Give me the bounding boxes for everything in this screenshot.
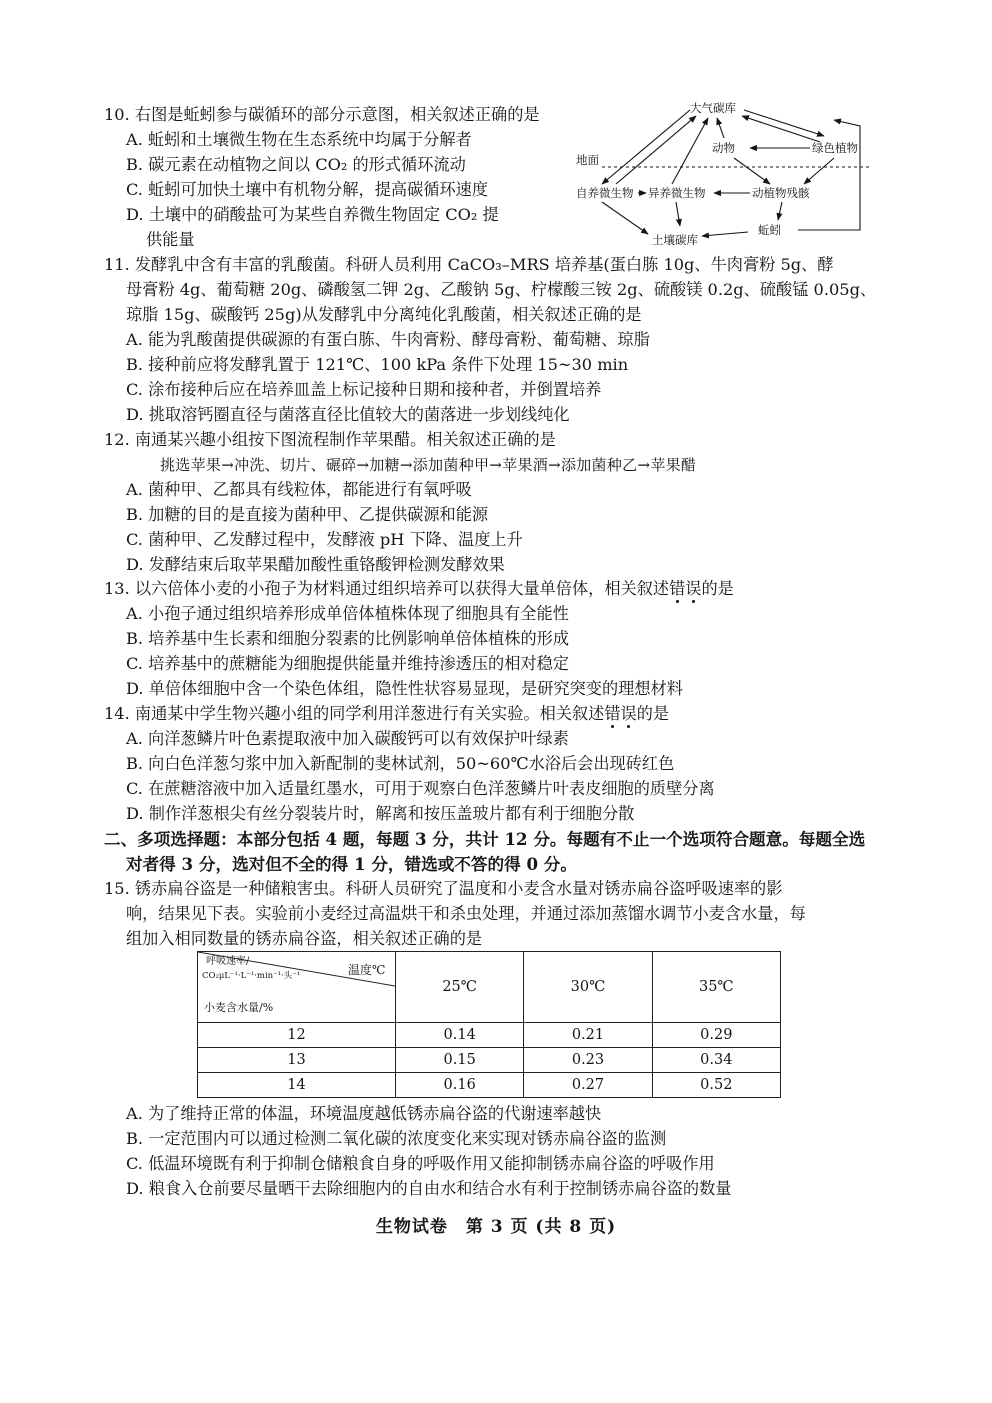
q15-option-a: A. 为了维持正常的体温，环境温度越低锈赤扁谷盗的代谢速率越快: [126, 1104, 602, 1123]
q14-option-b: B. 向白色洋葱匀浆中加入新配制的斐林试剂，50~60℃水浴后会出现砖红色: [126, 754, 675, 773]
q15-option-c: C. 低温环境既有利于抑制仓储粮食自身的呼吸作用又能抑制锈赤扁谷盗的呼吸作用: [126, 1154, 715, 1173]
table-cell: 0.15: [396, 1048, 524, 1073]
diagram-earthworm-label: 蚯蚓: [758, 223, 781, 237]
table-cell-water: 14: [198, 1073, 396, 1098]
q10-option-c: C. 蚯蚓可加快土壤中有机物分解，提高碳循环速度: [126, 180, 489, 199]
q14-option-d: D. 制作洋葱根尖有丝分裂装片时，解离和按压盖玻片都有利于细胞分散: [126, 804, 635, 823]
corner-water-label: 小麦含水量/%: [204, 1001, 274, 1014]
q11-option-a: A. 能为乳酸菌提供碳源的有蛋白胨、牛肉膏粉、酵母膏粉、葡萄糖、琼脂: [126, 330, 650, 349]
table-cell: 0.16: [396, 1073, 524, 1098]
table-cell: 0.34: [652, 1048, 780, 1073]
q12-option-b: B. 加糖的目的是直接为菌种甲、乙提供碳源和能源: [126, 505, 489, 524]
q15-stem-line-1: 15. 锈赤扁谷盗是一种储粮害虫。科研人员研究了温度和小麦含水量对锈赤扁谷盗呼吸速率的影: [104, 879, 783, 898]
q10-option-a: A. 蚯蚓和土壤微生物在生态系统中均属于分解者: [126, 130, 472, 149]
q11-option-b: B. 接种前应将发酵乳置于 121℃、100 kPa 条件下处理 15~30 min: [126, 355, 629, 374]
q14-option-c: C. 在蔗糖溶液中加入适量红墨水，可用于观察白色洋葱鳞片叶表皮细胞的质壁分离: [126, 779, 715, 798]
emphasis-char: 误: [620, 704, 637, 723]
carbon-cycle-diagram: [572, 96, 872, 254]
q13-stem-emphasis: [669, 579, 701, 598]
table-col-header: 30℃: [524, 952, 652, 1023]
table-cell: 0.14: [396, 1023, 524, 1048]
table-row: [198, 1048, 781, 1073]
q12-option-d: D. 发酵结束后取苹果醋加酸性重铬酸钾检测发酵效果: [126, 555, 505, 574]
q14-stem: [104, 703, 669, 725]
q12-option-a: A. 菌种甲、乙都具有线粒体，都能进行有氧呼吸: [126, 480, 472, 499]
diagram-animal-label: 动物: [712, 141, 735, 155]
q10-stem: 10. 右图是蚯蚓参与碳循环的部分示意图，相关叙述正确的是: [104, 105, 540, 124]
section2-heading-line-2: 对者得 3 分，选对但不全的得 1 分，错选或不答的得 0 分。: [126, 854, 577, 874]
q15-stem-line-3: 组加入相同数量的锈赤扁谷盗，相关叙述正确的是: [126, 929, 483, 948]
diagram-autotroph-label: 自养微生物: [576, 186, 634, 200]
table-corner-cell: [198, 952, 396, 1023]
q15-option-d: D. 粮食入仓前要尽量晒干去除细胞内的自由水和结合水有利于控制锈赤扁谷盗的数量: [126, 1179, 732, 1198]
diagram-atmosphere-label: 大气碳库: [690, 101, 736, 115]
corner-rate-label: 呼吸速率/: [206, 956, 250, 967]
table-cell: 0.52: [652, 1073, 780, 1098]
q11-stem-line-1: 11. 发酵乳中含有丰富的乳酸菌。科研人员利用 CaCO₃–MRS 培养基(蛋白胨 10g、牛肉膏粉 5g、酵: [104, 255, 834, 274]
q10-option-d-continued: 供能量: [146, 230, 195, 249]
q14-stem-post: 的是: [636, 704, 670, 723]
section2-heading-line-1: 二、多项选择题：本部分包括 4 题，每题 3 分，共计 12 分。每题有不止一个选项符合题意。每题全选: [104, 829, 866, 849]
q11-option-d: D. 挑取溶钙圈直径与菌落直径比值较大的菌落进一步划线纯化: [126, 405, 570, 424]
q11-stem-line-2: 母膏粉 4g、葡萄糖 20g、磷酸氢二钾 2g、乙酸钠 5g、柠檬酸三铵 2g、硫酸镁 0.2g、硫酸锰 0.05g、: [126, 280, 877, 299]
q15-option-b: B. 一定范围内可以通过检测二氧化碳的浓度变化来实现对锈赤扁谷盗的监测: [126, 1129, 667, 1148]
q13-stem-pre: 13. 以六倍体小麦的小孢子为材料通过组织培养可以获得大量单倍体，相关叙述: [104, 579, 670, 598]
table-cell: 0.29: [652, 1023, 780, 1048]
diagram-heterotroph-label: 异养微生物: [648, 186, 706, 200]
table-cell: 0.27: [524, 1073, 652, 1098]
table-header-row: [198, 952, 781, 1023]
corner-unit-label: CO₂μL⁻¹·L⁻¹·min⁻¹·头⁻¹: [202, 971, 301, 981]
emphasis-char: 错: [669, 579, 686, 598]
diagram-plant-label: 绿色植物: [812, 141, 858, 155]
emphasis-char: 误: [685, 579, 702, 598]
q13-stem-post: 的是: [701, 579, 734, 598]
q13-option-a: A. 小孢子通过组织培养形成单倍体植株体现了细胞具有全能性: [126, 604, 569, 623]
q12-process-flow: 挑选苹果→冲洗、切片、碾碎→加糖→添加菌种甲→苹果酒→添加菌种乙→苹果醋: [160, 456, 697, 474]
table-row: [198, 1023, 781, 1048]
q12-stem: 12. 南通某兴趣小组按下图流程制作苹果醋。相关叙述正确的是: [104, 430, 556, 449]
q13-option-c: C. 培养基中的蔗糖能为细胞提供能量并维持渗透压的相对稳定: [126, 654, 569, 673]
page-footer: 生物试卷 第 3 页 (共 8 页): [375, 1217, 617, 1237]
q13-option-b: B. 培养基中生长素和细胞分裂素的比例影响单倍体植株的形成: [126, 629, 570, 648]
q12-option-c: C. 菌种甲、乙发酵过程中，发酵液 pH 下降、温度上升: [126, 530, 523, 549]
respiration-rate-table: [197, 951, 781, 1098]
table-col-header: 35℃: [652, 952, 780, 1023]
table-cell-water: 13: [198, 1048, 396, 1073]
table-row: [198, 1073, 781, 1098]
table-cell: 0.23: [524, 1048, 652, 1073]
table-cell: 0.21: [524, 1023, 652, 1048]
table-col-header: 25℃: [396, 952, 524, 1023]
emphasis-char: 错: [604, 704, 621, 723]
diagram-residue-label: 动植物残骸: [752, 186, 810, 200]
q11-option-c: C. 涂布接种后应在培养皿盖上标记接种日期和接种者，并倒置培养: [126, 380, 602, 399]
table-cell-water: 12: [198, 1023, 396, 1048]
q14-stem-emphasis: [604, 704, 636, 723]
q14-stem-pre: 14. 南通某中学生物兴趣小组的同学利用洋葱进行有关实验。相关叙述: [104, 704, 605, 723]
q11-stem-line-3: 琼脂 15g、碳酸钙 25g)从发酵乳中分离纯化乳酸菌，相关叙述正确的是: [126, 305, 642, 324]
q14-option-a: A. 向洋葱鳞片叶色素提取液中加入碳酸钙可以有效保护叶绿素: [126, 729, 569, 748]
corner-temp-label: 温度℃: [348, 963, 386, 977]
q13-stem: [104, 578, 734, 600]
diagram-soil-label: 土壤碳库: [652, 233, 698, 247]
q13-option-d: D. 单倍体细胞中含一个染色体组，隐性性状容易显现，是研究突变的理想材料: [126, 679, 683, 698]
q10-option-d: D. 土壤中的硝酸盐可为某些自养微生物固定 CO₂ 提: [126, 205, 499, 224]
q15-stem-line-2: 响，结果见下表。实验前小麦经过高温烘干和杀虫处理，并通过添加蒸馏水调节小麦含水量，每: [126, 904, 806, 923]
q10-option-b: B. 碳元素在动植物之间以 CO₂ 的形式循环流动: [126, 155, 466, 174]
diagram-ground-label: 地面: [576, 153, 599, 167]
